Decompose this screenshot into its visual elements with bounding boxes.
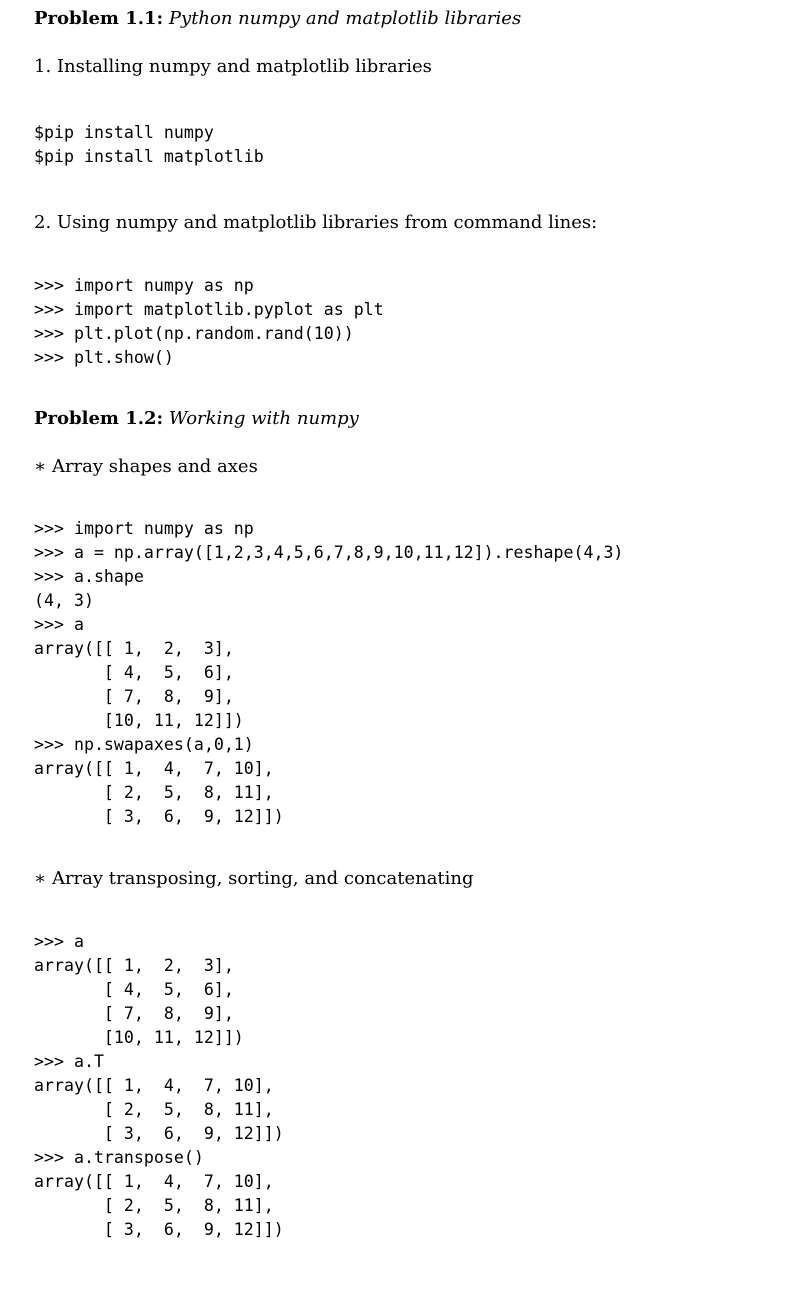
array-shapes-bullet: ∗ Array shapes and axes: [34, 456, 258, 477]
problem-1-1-heading: [34, 7, 521, 31]
array-transposing-bullet: ∗ Array transposing, sorting, and concatenating: [34, 868, 474, 889]
usage-step-text: 2. Using numpy and matplotlib libraries from command lines:: [34, 212, 598, 233]
problem-1-2-title: Working with numpy: [168, 408, 359, 429]
install-code-block: $pip install numpy $pip install matplotlib: [34, 123, 264, 166]
problem-1-1-title: Python numpy and matplotlib libraries: [168, 8, 522, 29]
usage-code-block: >>> import numpy as np >>> import matplotlib.pyplot as plt >>> plt.plot(np.random.rand(10)) >>> plt.show(): [34, 276, 384, 367]
problem-1-2-number: Problem 1.2:: [34, 408, 164, 429]
installing-step-text: 1. Installing numpy and matplotlib libraries: [34, 56, 432, 77]
array-shapes-code-block: >>> import numpy as np >>> a = np.array([1,2,3,4,5,6,7,8,9,10,11,12]).reshape(4,3) >>> a.shape (4, 3) >>> a array([[ 1, 2, 3], [ 4, 5, 6], [ 7, 8, 9], [10, 11, 12]]) >>> np.swapaxes(a,0,1) array([[ 1, 4, 7, 10], [ 2, 5, 8, 11], [ 3, 6, 9, 12]]): [34, 519, 624, 826]
array-transposing-code-block: >>> a array([[ 1, 2, 3], [ 4, 5, 6], [ 7, 8, 9], [10, 11, 12]]) >>> a.T array([[ 1, 4, 7, 10], [ 2, 5, 8, 11], [ 3, 6, 9, 12]]) >>> a.transpose() array([[ 1, 4, 7, 10], [ 2, 5, 8, 11], [ 3, 6, 9, 12]]): [34, 932, 284, 1239]
problem-1-1-number: Problem 1.1:: [34, 8, 164, 29]
problem-1-2-heading: [34, 407, 359, 431]
